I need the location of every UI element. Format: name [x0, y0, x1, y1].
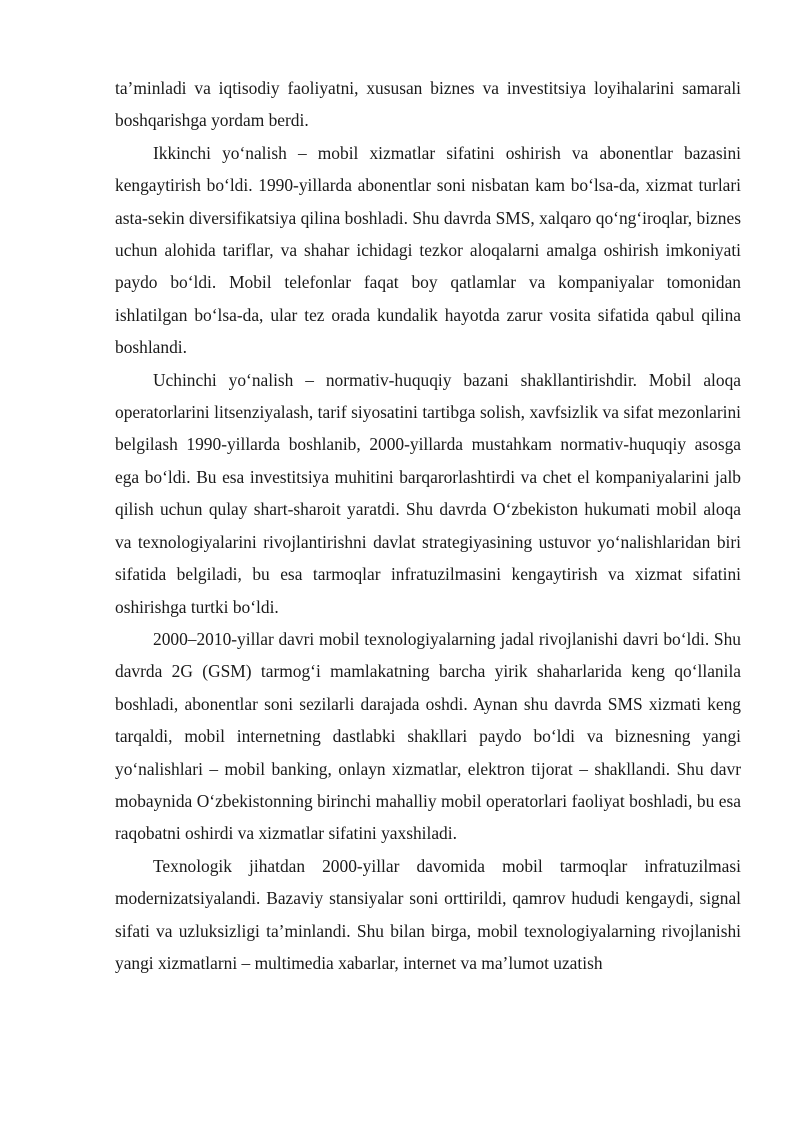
paragraph-second-direction: Ikkinchi yo‘nalish – mobil xizmatlar sifatini oshirish va abonentlar bazasini kengaytirish bo‘ldi. 1990-yillarda abonentlar soni nisbatan kam bo‘lsa-da, xizmat turlari asta-sekin diversifikatsiya qilina boshladi. Shu davrda SMS, xalqaro qo‘ng‘iroqlar, biznes uchun alohida tariflar, va shahar ichidagi tezkor aloqalarni amalga oshirish imkoniyati paydo bo‘ldi. Mobil telefonlar faqat boy qatlamlar va kompaniyalar tomonidan ishlatilgan bo‘lsa-da, ular tez orada kundalik hayotda zarur vosita sifatida qabul qilina boshlandi.: [115, 142, 741, 358]
paragraph-2000-2010-period: 2000–2010-yillar davri mobil texnologiyalarning jadal rivojlanishi davri bo‘ldi. Shu davrda 2G (GSM) tarmog‘i mamlakatning barcha yirik shaharlarida keng qo‘llanila boshladi, abonentlar soni sezilarli darajada oshdi. Aynan shu davrda SMS xizmati keng tarqaldi, mobil internetning dastlabki shakllari paydo bo‘ldi va biznesning yangi yo‘nalishlari – mobil banking, onlayn xizmatlar, elektron tijorat – shakllandi. Shu davr mobaynida O‘zbekistonning birinchi mahalliy mobil operatorlari faoliyat boshladi, bu esa raqobatni oshirdi va xizmatlar sifatini yaxshiladi.: [115, 628, 741, 844]
document-page: [115, 72, 741, 979]
paragraph-technological-modernization: Texnologik jihatdan 2000-yillar davomida mobil tarmoqlar infratuzilmasi modernizatsiyalandi. Bazaviy stansiyalar soni orttirildi, qamrov hududi kengaydi, signal sifati va uzluksizligi ta’minlandi. Shu bilan birga, mobil texnologiyalarning rivojlanishi yangi xizmatlarni – multimedia xabarlar, internet va ma’lumot uzatish: [115, 855, 741, 973]
paragraph-third-direction: Uchinchi yo‘nalish – normativ-huquqiy bazani shakllantirishdir. Mobil aloqa operatorlarini litsenziyalash, tarif siyosatini tartibga solish, xavfsizlik va sifat mezonlarini belgilash 1990-yillarda boshlanib, 2000-yillarda mustahkam normativ-huquqiy asosga ega bo‘ldi. Bu esa investitsiya muhitini barqarorlashtirdi va chet el kompaniyalarini jalb qilish uchun qulay shart-sharoit yaratdi. Shu davrda O‘zbekiston hukumati mobil aloqa va texnologiyalarini rivojlantirishni davlat strategiyasining ustuvor yo‘nalishlaridan biri sifatida belgiladi, bu esa tarmoqlar infratuzilmasini kengaytirish va xizmat sifatini oshirishga turtki bo‘ldi.: [115, 369, 741, 617]
paragraph-continuation: ta’minladi va iqtisodiy faoliyatni, xususan biznes va investitsiya loyihalarini samarali boshqarishga yordam berdi.: [115, 78, 741, 131]
